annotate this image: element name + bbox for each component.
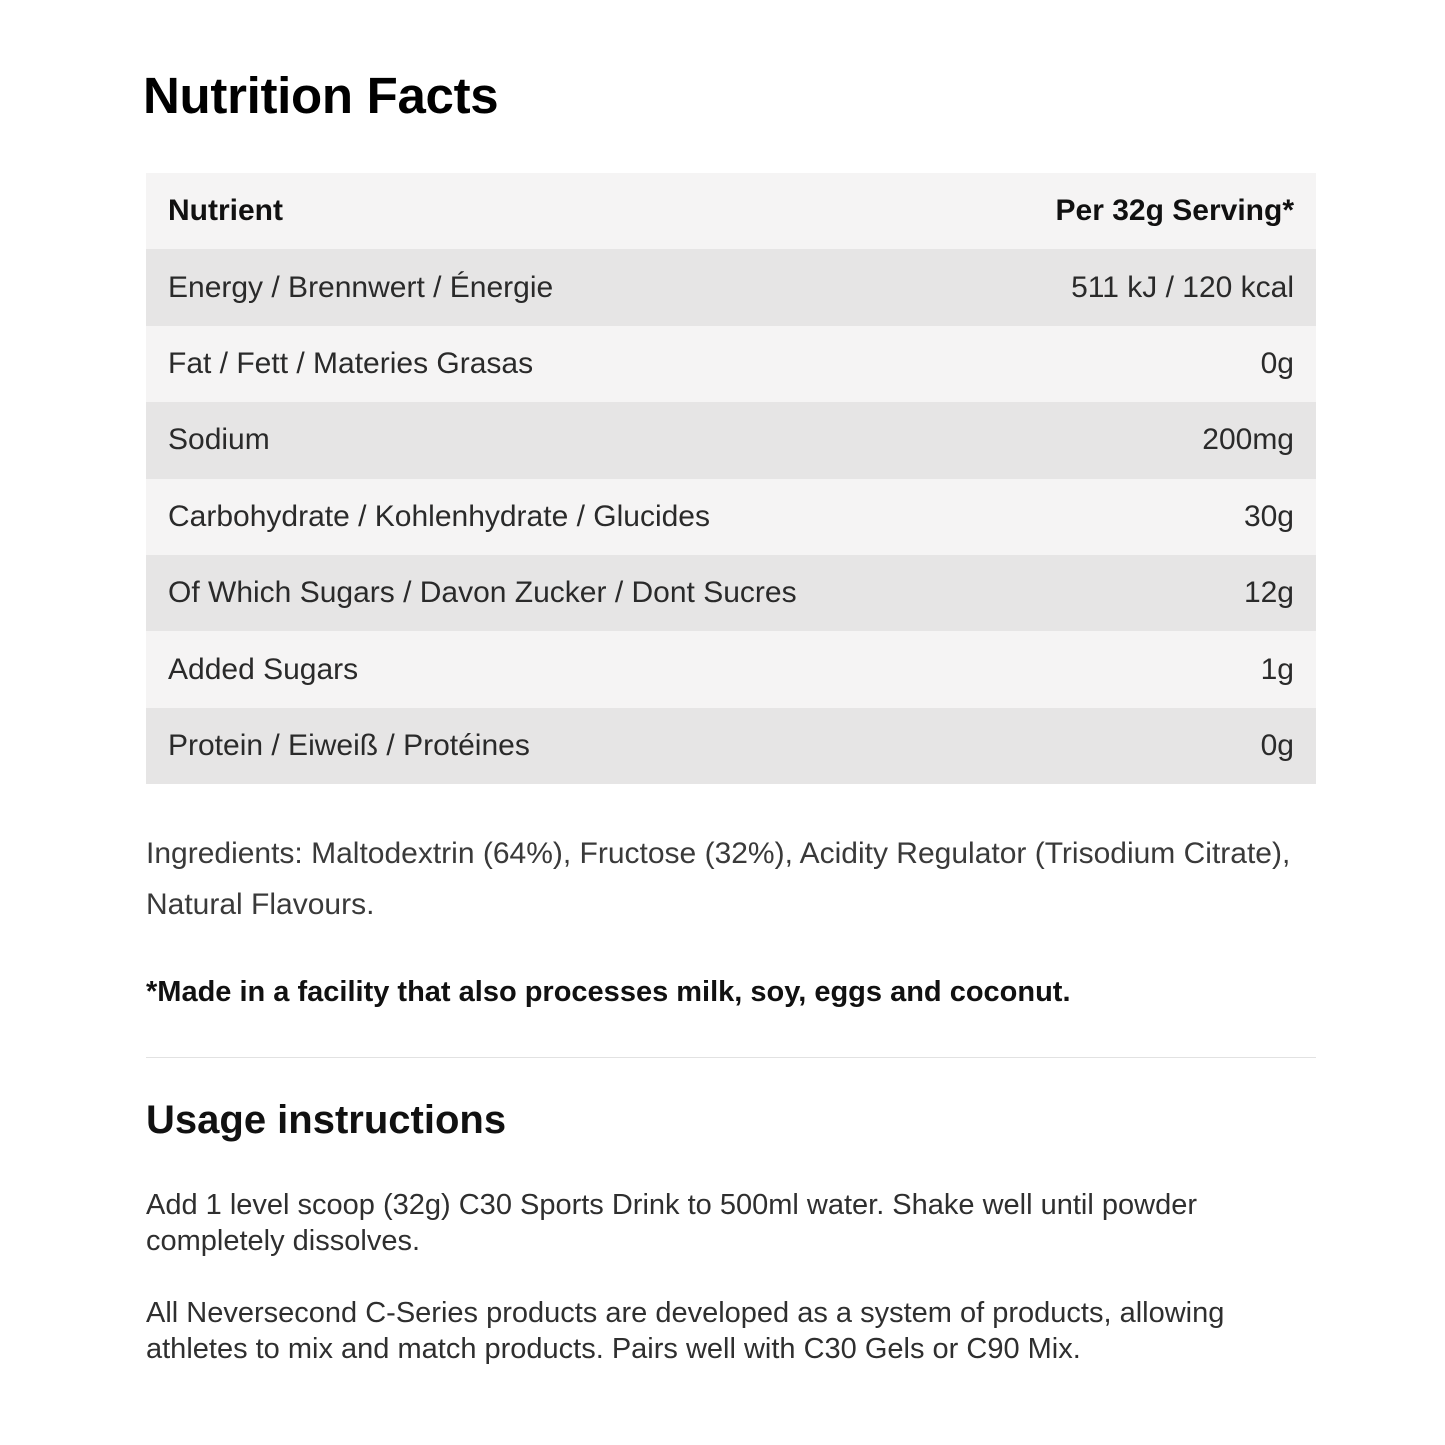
nutrient-value: 0g xyxy=(1260,728,1294,762)
allergen-note: *Made in a facility that also processes milk, soy, eggs and coconut. xyxy=(146,976,1071,1008)
nutrient-name: Protein / Eiweiß / Protéines xyxy=(168,728,530,762)
nutrient-value: 200mg xyxy=(1202,423,1294,457)
nutrient-name: Energy / Brennwert / Énergie xyxy=(168,270,554,304)
table-row xyxy=(146,402,1316,478)
ingredients-text: Ingredients: Maltodextrin (64%), Fructose (32%), Acidity Regulator (Trisodium Citrate), Natural Flavours. xyxy=(146,837,1291,921)
table-row xyxy=(146,326,1316,402)
table-header-row xyxy=(146,173,1316,249)
nutrient-name: Carbohydrate / Kohlenhydrate / Glucides xyxy=(168,499,710,533)
usage-paragraph: Add 1 level scoop (32g) C30 Sports Drink to 500ml water. Shake well until powder completely dissolves. xyxy=(146,1189,1197,1257)
nutrient-name: Of Which Sugars / Davon Zucker / Dont Sucres xyxy=(168,576,797,610)
nutrient-value: 12g xyxy=(1243,576,1294,610)
nutrient-value: 0g xyxy=(1260,346,1294,380)
column-header-nutrient: Nutrient xyxy=(168,194,283,228)
nutrient-name: Sodium xyxy=(168,423,270,457)
nutrient-value: 511 kJ / 120 kcal xyxy=(1071,270,1294,304)
section-divider xyxy=(146,1057,1316,1058)
page-title: Nutrition Facts xyxy=(143,67,499,124)
table-row xyxy=(146,249,1316,325)
nutrient-name: Fat / Fett / Materies Grasas xyxy=(168,346,534,380)
nutrient-name: Added Sugars xyxy=(168,652,359,686)
nutrient-value: 30g xyxy=(1243,499,1294,533)
table-row xyxy=(146,555,1316,631)
usage-paragraph: All Neversecond C-Series products are developed as a system of products, allowing athletes to mix and match products. Pairs well with C30 Gels or C90 Mix. xyxy=(146,1297,1225,1365)
table-row xyxy=(146,479,1316,555)
table-row xyxy=(146,631,1316,707)
column-header-serving: Per 32g Serving* xyxy=(1055,194,1294,228)
nutrition-table xyxy=(146,173,1316,784)
table-row xyxy=(146,708,1316,784)
nutrient-value: 1g xyxy=(1260,652,1294,686)
usage-heading: Usage instructions xyxy=(146,1098,507,1142)
